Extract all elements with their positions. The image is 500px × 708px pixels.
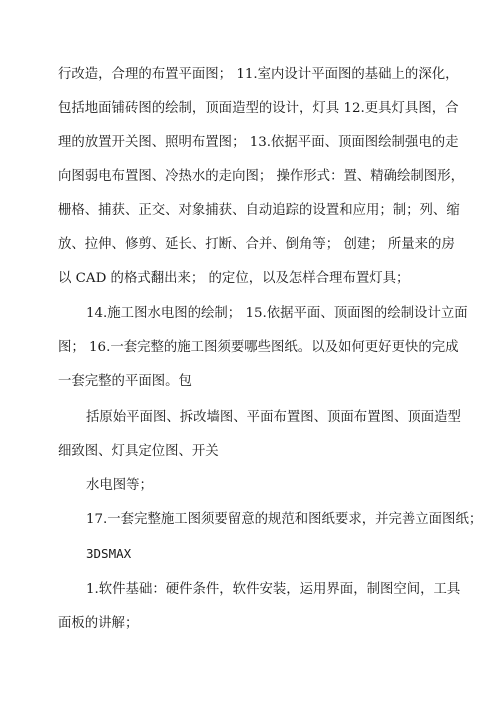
text-line-2: 包括地面铺砖图的绘制，顶面造型的设计，灯具 12.更具灯具图，合 [58, 101, 459, 116]
text-line-13: 水电图等； [86, 478, 153, 493]
text-line-17: 面板的讲解； [58, 616, 139, 631]
text-line-5: 栅格、捕获、正交、对象捕获、自动追踪的设置和应用；制；列、缩 [58, 203, 460, 218]
text-line-11: 括原始平面图、拆改墙图、平面布置图、顶面布置图、顶面造型 [86, 410, 461, 425]
text-line-3: 理的放置开关图、照明布置图； 13.依据平面、顶面图绘制强电的走 [58, 135, 459, 150]
text-line-7: 以 CAD 的格式翻出来； 的定位，以及怎样合理布置灯具； [58, 271, 410, 286]
text-line-10: 一套完整的平面图。包 [58, 374, 192, 389]
text-line-1: 行改造，合理的布置平面图； 11.室内设计平面图的基础上的深化， [58, 67, 459, 82]
text-line-8: 14.施工图水电图的绘制； 15.依据平面、顶面图的绘制设计立面 [86, 306, 468, 321]
text-line-16: 1.软件基础：硬件条件，软件安装，运用界面，制图空间，工具 [86, 582, 461, 597]
text-line-6: 放、拉伸、修剪、延长、打断、合并、倒角等； 创建； 所量来的房 [58, 237, 455, 252]
text-line-14: 17.一套完整施工图须要留意的规范和图纸要求，并完善立面图纸； [86, 512, 483, 527]
text-line-4: 向图弱电布置图、冷热水的走向图； 操作形式：置、精确绘制图形， [58, 169, 464, 184]
text-line-9: 图； 16.一套完整的施工图须要哪些图纸。以及如何更好更快的完成 [58, 340, 459, 355]
text-line-12: 细致图、灯具定位图、开关 [58, 444, 219, 459]
text-line-15: 3DSMAX [86, 546, 132, 561]
